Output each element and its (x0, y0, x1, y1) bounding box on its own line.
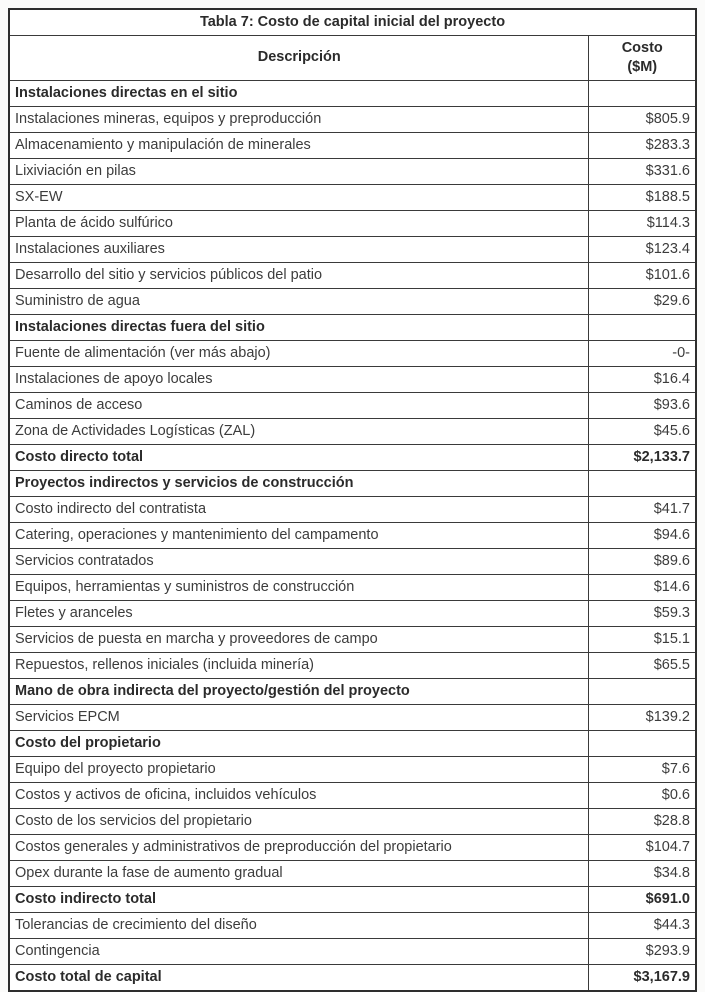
row-cost: $0.6 (589, 782, 696, 808)
table-row (9, 522, 696, 548)
table-row (9, 106, 696, 132)
row-cost: $101.6 (589, 262, 696, 288)
row-description: Contingencia (9, 938, 589, 964)
table-row (9, 678, 696, 704)
row-cost: $293.9 (589, 938, 696, 964)
table-row (9, 704, 696, 730)
column-header-cost-line1: Costo (621, 39, 663, 56)
row-description: Costos y activos de oficina, incluidos vehículos (9, 782, 589, 808)
row-description: Fletes y aranceles (9, 600, 589, 626)
column-header-description: Descripción (9, 35, 589, 80)
row-description: Fuente de alimentación (ver más abajo) (9, 340, 589, 366)
row-description: Almacenamiento y manipulación de minerales (9, 132, 589, 158)
table-row (9, 132, 696, 158)
table-row (9, 730, 696, 756)
row-cost (589, 730, 696, 756)
row-description: Costo del propietario (9, 730, 589, 756)
row-cost: $188.5 (589, 184, 696, 210)
table-row (9, 340, 696, 366)
row-cost: $104.7 (589, 834, 696, 860)
row-description: Caminos de acceso (9, 392, 589, 418)
row-cost: $94.6 (589, 522, 696, 548)
row-description: Costo indirecto total (9, 886, 589, 912)
row-description: Repuestos, rellenos iniciales (incluida minería) (9, 652, 589, 678)
table-row (9, 808, 696, 834)
row-description: Costo de los servicios del propietario (9, 808, 589, 834)
column-header-cost-line2: ($M) (627, 59, 658, 76)
table-row (9, 834, 696, 860)
table-head (9, 9, 696, 80)
row-description: SX-EW (9, 184, 589, 210)
row-description: Instalaciones de apoyo locales (9, 366, 589, 392)
row-cost: $44.3 (589, 912, 696, 938)
row-cost: $3,167.9 (589, 964, 696, 991)
row-cost: $123.4 (589, 236, 696, 262)
row-cost: $15.1 (589, 626, 696, 652)
table-row (9, 418, 696, 444)
row-description: Costo total de capital (9, 964, 589, 991)
table-row (9, 548, 696, 574)
table-row (9, 288, 696, 314)
row-description: Instalaciones mineras, equipos y preproducción (9, 106, 589, 132)
row-description: Instalaciones directas fuera del sitio (9, 314, 589, 340)
row-description: Equipos, herramientas y suministros de construcción (9, 574, 589, 600)
table-title: Tabla 7: Costo de capital inicial del proyecto (9, 9, 696, 35)
row-description: Desarrollo del sitio y servicios públicos del patio (9, 262, 589, 288)
row-description: Proyectos indirectos y servicios de construcción (9, 470, 589, 496)
table-row (9, 782, 696, 808)
row-cost: $2,133.7 (589, 444, 696, 470)
table-row (9, 392, 696, 418)
row-cost (589, 470, 696, 496)
table-row (9, 626, 696, 652)
row-description: Zona de Actividades Logísticas (ZAL) (9, 418, 589, 444)
row-description: Costo indirecto del contratista (9, 496, 589, 522)
row-cost: $41.7 (589, 496, 696, 522)
row-description: Servicios de puesta en marcha y proveedores de campo (9, 626, 589, 652)
table-row (9, 964, 696, 991)
table-row (9, 886, 696, 912)
row-cost: $114.3 (589, 210, 696, 236)
row-cost: $59.3 (589, 600, 696, 626)
row-cost (589, 678, 696, 704)
table-row (9, 80, 696, 106)
table-row (9, 574, 696, 600)
row-cost: $331.6 (589, 158, 696, 184)
table-row (9, 652, 696, 678)
table-row (9, 860, 696, 886)
table-row (9, 236, 696, 262)
table-row (9, 262, 696, 288)
table-row (9, 444, 696, 470)
row-description: Planta de ácido sulfúrico (9, 210, 589, 236)
table-row (9, 158, 696, 184)
row-description: Instalaciones directas en el sitio (9, 80, 589, 106)
row-description: Tolerancias de crecimiento del diseño (9, 912, 589, 938)
row-cost: $93.6 (589, 392, 696, 418)
capital-cost-table (8, 8, 697, 992)
row-description: Servicios EPCM (9, 704, 589, 730)
row-description: Lixiviación en pilas (9, 158, 589, 184)
table-body (9, 80, 696, 991)
row-description: Opex durante la fase de aumento gradual (9, 860, 589, 886)
row-description: Catering, operaciones y mantenimiento del campamento (9, 522, 589, 548)
row-description: Equipo del proyecto propietario (9, 756, 589, 782)
row-cost: $45.6 (589, 418, 696, 444)
table-row (9, 210, 696, 236)
row-cost (589, 80, 696, 106)
row-description: Suministro de agua (9, 288, 589, 314)
table-row (9, 366, 696, 392)
table-row (9, 314, 696, 340)
table-row (9, 496, 696, 522)
table-row (9, 912, 696, 938)
table-row (9, 184, 696, 210)
row-cost: $805.9 (589, 106, 696, 132)
row-cost: $691.0 (589, 886, 696, 912)
row-cost: -0- (589, 340, 696, 366)
row-cost: $89.6 (589, 548, 696, 574)
row-cost: $28.8 (589, 808, 696, 834)
table-row (9, 938, 696, 964)
table-row (9, 600, 696, 626)
row-cost: $139.2 (589, 704, 696, 730)
row-cost: $65.5 (589, 652, 696, 678)
row-description: Instalaciones auxiliares (9, 236, 589, 262)
row-cost: $29.6 (589, 288, 696, 314)
row-description: Mano de obra indirecta del proyecto/gestión del proyecto (9, 678, 589, 704)
table-header-row (9, 35, 696, 80)
column-header-cost (589, 35, 696, 80)
row-cost: $7.6 (589, 756, 696, 782)
row-cost: $16.4 (589, 366, 696, 392)
row-cost: $34.8 (589, 860, 696, 886)
table-title-row (9, 9, 696, 35)
row-description: Costo directo total (9, 444, 589, 470)
table-row (9, 470, 696, 496)
row-cost: $283.3 (589, 132, 696, 158)
table-row (9, 756, 696, 782)
row-cost (589, 314, 696, 340)
row-description: Costos generales y administrativos de preproducción del propietario (9, 834, 589, 860)
row-cost: $14.6 (589, 574, 696, 600)
row-description: Servicios contratados (9, 548, 589, 574)
